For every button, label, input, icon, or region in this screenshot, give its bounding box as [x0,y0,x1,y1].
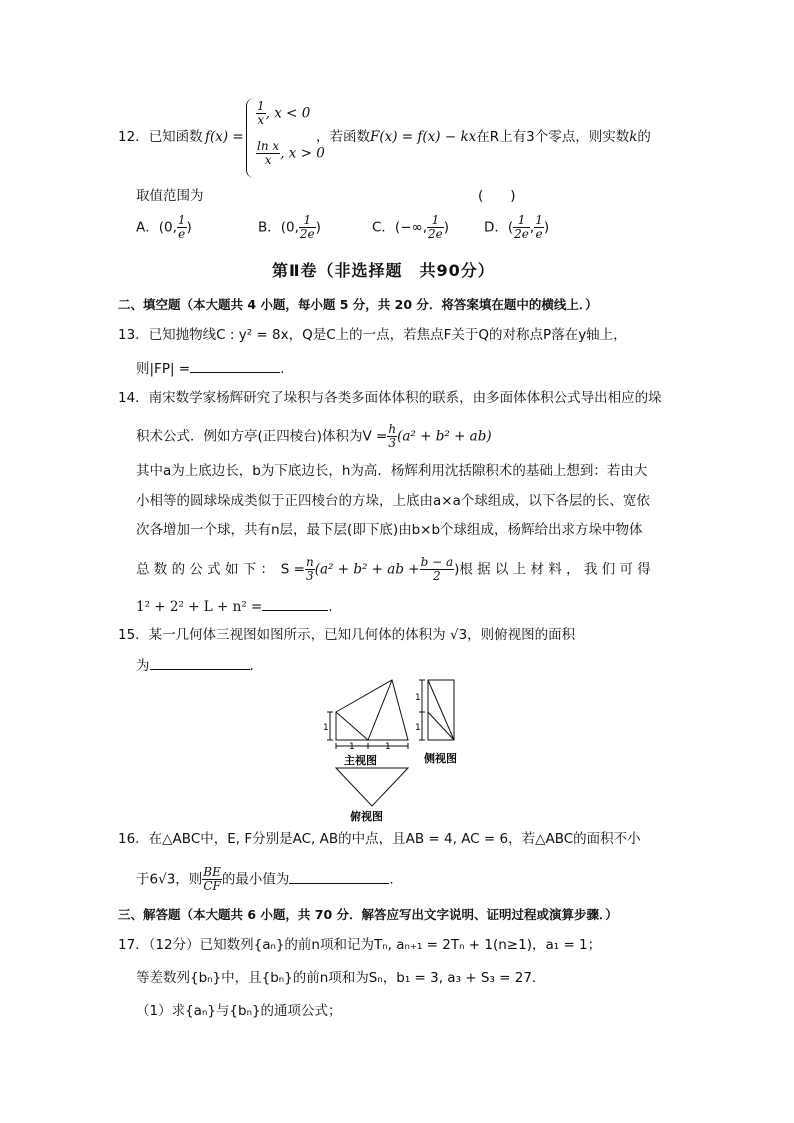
q14-line2: 积术公式．例如方亭(正四棱台)体积为V = $\frac{h}{3}$ (a² + b² + ab) [136,422,492,450]
q15-answer-blank[interactable] [150,655,250,670]
section3-heading: 三、解答题（本大题共 6 小题，共 70 分．解答应写出文字说明、证明过程或演算步骤．） [118,907,618,922]
q12-Fx: F(x) = f(x) − kx [370,129,477,145]
q12-option-a: A．(0, $\frac{1}{e}$ ) [136,213,192,241]
q14-answer-blank[interactable] [262,596,328,611]
q13-line1: 13．已知抛物线C : y² = 8x，Q是C上的一点，若焦点F关于Q的对称点P落在y轴上， [118,327,627,343]
front-view [327,680,408,749]
q12-line1 [118,128,203,146]
q14-line5: 次各增加一个球，共有n层，最下层(即下底)由b×b个球组成，杨辉给出求方垛中物体 [136,522,643,538]
side-dim-bottom: 1 [415,723,421,733]
front-dim-vertical: 1 [323,723,329,733]
side-view-label: 侧视图 [424,752,457,765]
q17-line1: 17．（12分）已知数列{aₙ}的前n项和记为Tₙ, aₙ₊₁ = 2Tₙ + 1(n≥1)，a₁ = 1； [118,937,602,953]
q17-line3: （1）求{aₙ}与{bₙ}的通项公式； [136,1003,342,1019]
q15-line2: 为 . [136,655,254,675]
q14-line3: 其中a为上底边长，b为下底边长，h为高．杨辉利用沈括隙积术的基础上想到：若由大 [136,463,648,479]
q17-line2: 等差数列{bₙ}中，且{bₙ}的前n项和为Sₙ，b₁ = 3, a₃ + S₃ = 27. [136,970,537,986]
q12-number: 12． [118,129,149,145]
q16-line1: 16．在△ABC中，E, F分别是AC, AB的中点，且AB = 4, AC = 6，若△ABC的面积不小 [118,831,641,847]
q13-line2: 则|FP| = . [136,358,284,378]
q12-lead: 已知函数 [148,129,203,145]
section2-title: 第Ⅱ卷（非选择题 共90分） [272,261,495,280]
side-dim-top: 1 [415,693,421,703]
q16-answer-blank[interactable] [289,869,389,884]
q12-line2: 取值范围为 [136,188,204,204]
section2-heading: 二、填空题（本大题共 4 小题，每小题 5 分，共 20 分．将答案填在题中的横线上．） [118,297,598,312]
q14-line6: 总 数 的 公 式 如 下 ： S = $\frac{n}{3}$ (a² + b² + ab + $\frac{b - a}{2}$ )根 据 以 上 材 料 ， 我 们 可 得 [136,555,651,583]
q12-fx: f(x) = [205,129,244,145]
q12-line1b: ，若函数F(x) = f(x) − kx在R上有3个零点，则实数k的 [316,129,651,145]
q14-line7: 1² + 2² + L + n² = . [136,596,333,616]
three-view-diagram [320,674,480,824]
top-view-label: 俯视图 [350,810,383,823]
front-dim-left: 1 [349,742,355,752]
q12-piece2: $\frac{\text{ln x}}{x}$ , x > 0 [257,139,325,167]
front-view-label: 主视图 [344,754,377,767]
q13-answer-blank[interactable] [190,358,280,373]
q12-option-b: B．(0, $\frac{1}{2e}$ ) [258,213,321,241]
q14-line4: 小相等的圆球垛成类似于正四棱台的方垛，上底由a×a个球组成，以下各层的长、宽依 [136,493,650,509]
q12-piece1: $\frac{1}{x}$ , x < 0 [257,99,311,127]
front-dim-right: 1 [385,742,391,752]
q12-brace [246,98,255,178]
q15-line1: 15．某一几何体三视图如图所示，已知几何体的体积为 √3，则俯视图的面积 [118,627,576,643]
side-view [419,680,454,740]
top-view [336,768,408,806]
q12-option-d: D．( $\frac{1}{2e}$ , $\frac{1}{e}$ ) [484,213,550,241]
q16-line2: 于6√3，则 $\frac{BE}{CF}$ 的最小值为 . [136,865,394,893]
q12-answer-paren: ( ) [478,188,516,204]
q14-line1: 14．南宋数学家杨辉研究了垛积与各类多面体体积的联系，由多面体体积公式导出相应的垛 [118,390,662,406]
q12-option-c: C．(−∞, $\frac{1}{2e}$ ) [372,213,450,241]
